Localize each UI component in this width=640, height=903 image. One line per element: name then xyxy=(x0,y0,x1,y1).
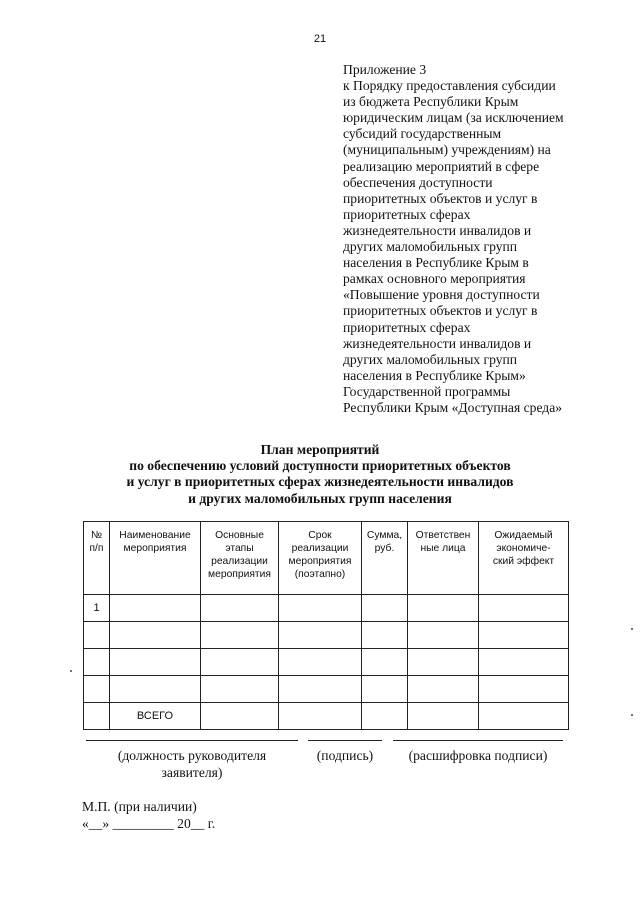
header-effect: Ожидаемый экономиче- ский эффект xyxy=(479,522,569,595)
header-stages: Основные этапы реализации мероприятия xyxy=(201,522,279,595)
appendix-line: жизнедеятельности инвалидов и xyxy=(343,335,532,351)
stamp-block xyxy=(82,798,215,832)
appendix-line: субсидий государственным xyxy=(343,126,502,142)
signature-position xyxy=(86,740,298,781)
appendix-line: рамках основного мероприятия xyxy=(343,271,526,287)
signature-decoding xyxy=(393,740,563,765)
signature-line xyxy=(86,740,298,741)
scan-speck xyxy=(70,670,72,672)
appendix-line: других маломобильных групп xyxy=(343,351,518,367)
appendix-line: приоритетных объектов и услуг в xyxy=(343,303,538,319)
header-responsible: Ответствен ные лица xyxy=(408,522,479,595)
appendix-line: населения в Республике Крым» xyxy=(343,367,526,383)
header-deadline: Срок реализации мероприятия (поэтапно) xyxy=(279,522,362,595)
header-number: № п/п xyxy=(84,522,110,595)
appendix-line: приоритетных сферах xyxy=(343,319,471,335)
total-label: ВСЕГО xyxy=(110,703,201,730)
title-line: и других маломобильных групп населения xyxy=(188,490,452,506)
table-row xyxy=(84,676,569,703)
title-line: по обеспечению условий доступности приоритетных объектов xyxy=(129,458,511,474)
signature-sign xyxy=(308,740,382,765)
scan-speck xyxy=(631,714,633,716)
row-number-cell: 1 xyxy=(84,595,110,622)
appendix-line: Государственной программы xyxy=(343,383,511,399)
appendix-line: населения в Республике Крым в xyxy=(343,255,529,271)
appendix-line: обеспечения доступности xyxy=(343,174,493,190)
appendix-line: «Повышение уровня доступности xyxy=(343,287,540,303)
appendix-line: приоритетных объектов и услуг в xyxy=(343,190,538,206)
appendix-line: из бюджета Республики Крым xyxy=(343,94,519,110)
position-label-cont: заявителя) xyxy=(161,764,223,780)
plan-title xyxy=(0,442,640,507)
signature-label: (подпись) xyxy=(316,748,374,763)
appendix-caption xyxy=(343,62,633,416)
appendix-line: юридическим лицам (за исключением xyxy=(343,110,564,126)
appendix-line: Приложение 3 xyxy=(343,62,427,77)
page-number: 21 xyxy=(313,33,327,45)
title-line: и услуг в приоритетных сферах жизнедеятельности инвалидов xyxy=(126,474,514,490)
date-line: «__» _________ 20__ г. xyxy=(82,816,216,831)
table-row xyxy=(84,649,569,676)
appendix-line: к Порядку предоставления субсидии xyxy=(343,78,556,94)
appendix-line: реализацию мероприятий в сфере xyxy=(343,158,540,174)
position-label: (должность руководителя xyxy=(117,748,267,763)
appendix-line: Республики Крым «Доступная среда» xyxy=(343,399,563,415)
table-row xyxy=(84,622,569,649)
signature-line xyxy=(308,740,382,741)
decoding-label: (расшифровка подписи) xyxy=(408,748,548,763)
signature-line xyxy=(393,740,563,741)
plan-table xyxy=(83,521,569,730)
scan-speck xyxy=(631,628,633,630)
header-name: Наименование мероприятия xyxy=(110,522,201,595)
appendix-line: (муниципальным) учреждениям) на xyxy=(343,142,551,158)
title-line: План мероприятий xyxy=(260,442,380,457)
appendix-line: приоритетных сферах xyxy=(343,206,471,222)
appendix-line: жизнедеятельности инвалидов и xyxy=(343,222,532,238)
appendix-line: других маломобильных групп xyxy=(343,239,518,255)
stamp-line: М.П. (при наличии) xyxy=(82,799,197,814)
header-amount: Сумма, руб. xyxy=(362,522,408,595)
table-total-row xyxy=(84,703,569,730)
table-header-row xyxy=(84,522,569,595)
table-row xyxy=(84,595,569,622)
